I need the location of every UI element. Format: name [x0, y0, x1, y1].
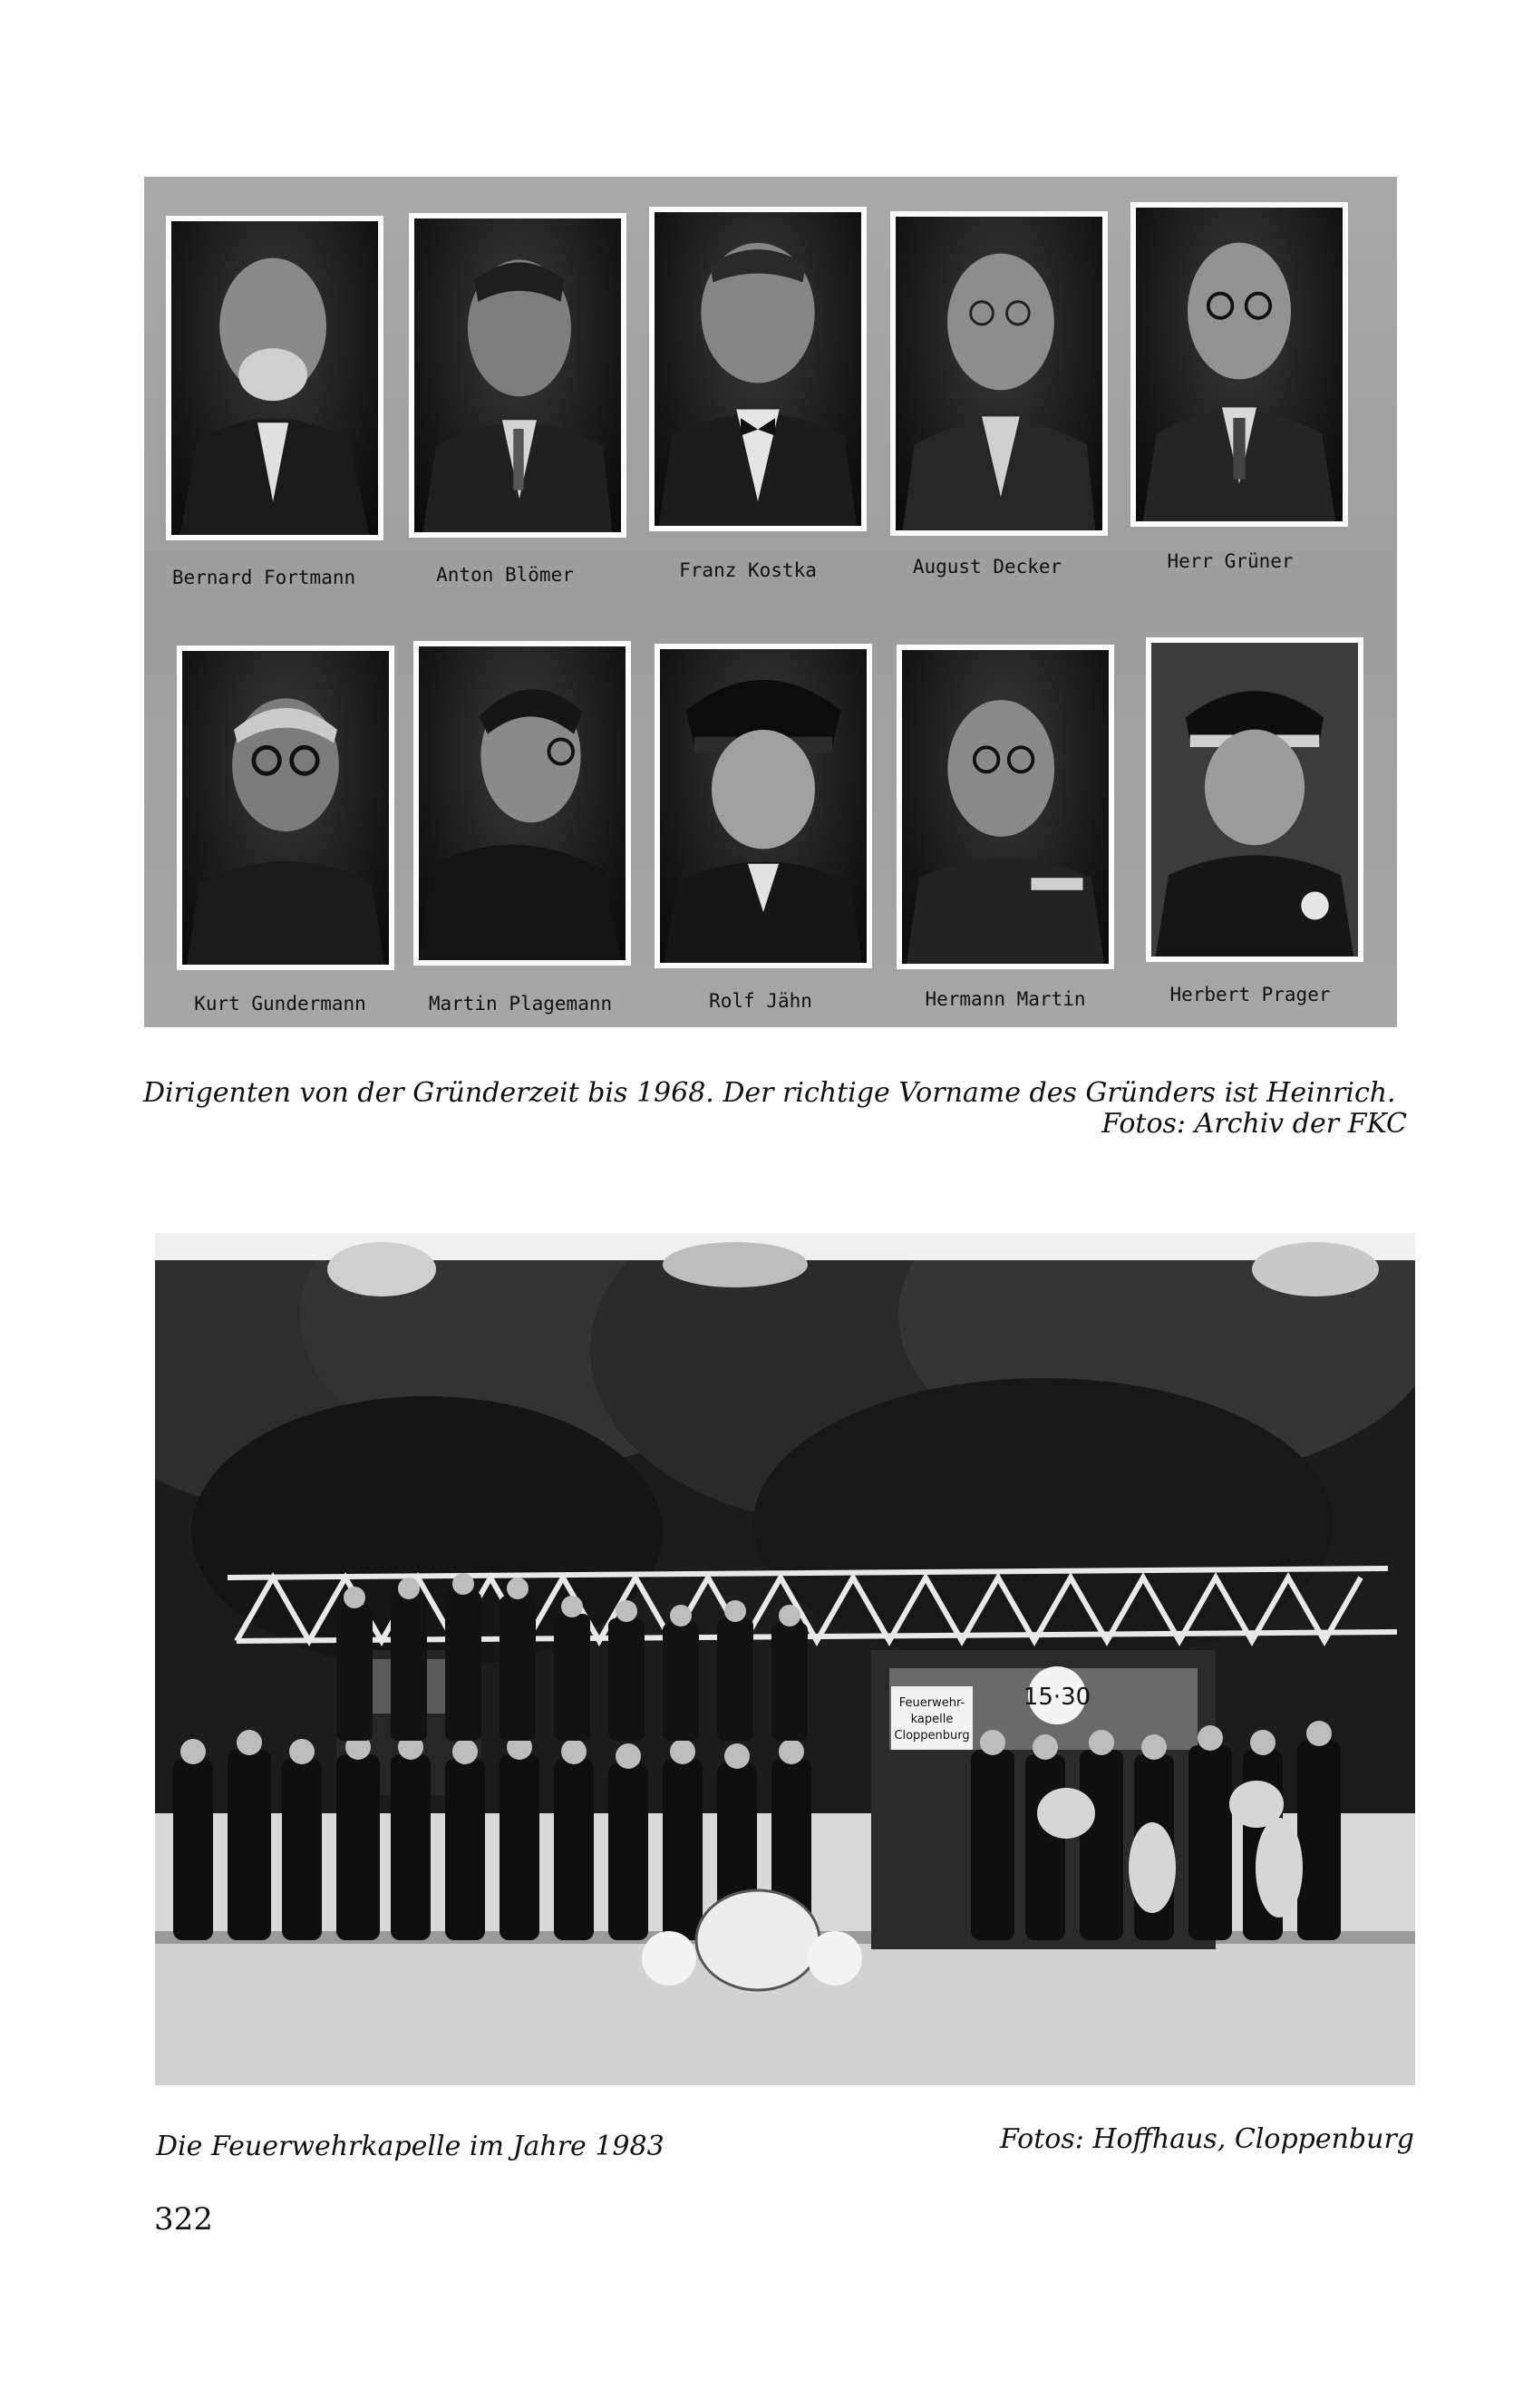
portrait-name-label: August Decker — [912, 556, 1062, 578]
portrait-photo — [177, 646, 394, 970]
portrait-photo — [890, 211, 1108, 536]
portrait-photo — [1146, 637, 1363, 962]
fire-brigade-band-photo — [155, 1233, 1415, 2085]
portrait-name-label: Franz Kostka — [679, 559, 817, 581]
sign-line-2: kapelle — [910, 1713, 954, 1726]
page-number: 322 — [154, 2201, 213, 2238]
caption-top-line1: Dirigenten von der Gründerzeit bis 1968. Der richtige Vorname des Gründers ist Heinrich. — [143, 1077, 1396, 1109]
portrait-name-label: Hermann Martin — [925, 988, 1086, 1010]
caption-top-credit: Fotos: Archiv der FKC — [1101, 1108, 1407, 1140]
portrait-name-label: Herr Grüner — [1167, 550, 1294, 572]
caption-bottom-credit: Fotos: Hoffhaus, Cloppenburg — [999, 2123, 1414, 2155]
portrait-name-label: Martin Plagemann — [428, 993, 613, 1015]
portrait-photo — [1130, 202, 1348, 527]
sign-line-1: Feuerwehr- — [898, 1696, 965, 1710]
portrait-name-label: Bernard Fortmann — [171, 567, 356, 588]
portrait-photo — [649, 207, 867, 531]
portrait-name-label: Rolf Jähn — [709, 990, 812, 1012]
portrait-photo — [409, 213, 626, 538]
portrait-photo — [166, 216, 383, 540]
sign-line-3: Cloppenburg — [894, 1729, 970, 1743]
conductors-photo-collage — [144, 177, 1397, 1027]
portrait-name-label: Anton Blömer — [436, 564, 574, 586]
portrait-photo — [897, 645, 1114, 969]
vehicle-number: 15·30 — [1023, 1684, 1091, 1711]
portrait-photo — [655, 644, 872, 968]
portrait-name-label: Herbert Prager — [1169, 984, 1331, 1005]
portrait-photo — [413, 641, 631, 966]
caption-bottom-title: Die Feuerwehrkapelle im Jahre 1983 — [156, 2131, 664, 2162]
portrait-name-label: Kurt Gundermann — [194, 993, 366, 1015]
